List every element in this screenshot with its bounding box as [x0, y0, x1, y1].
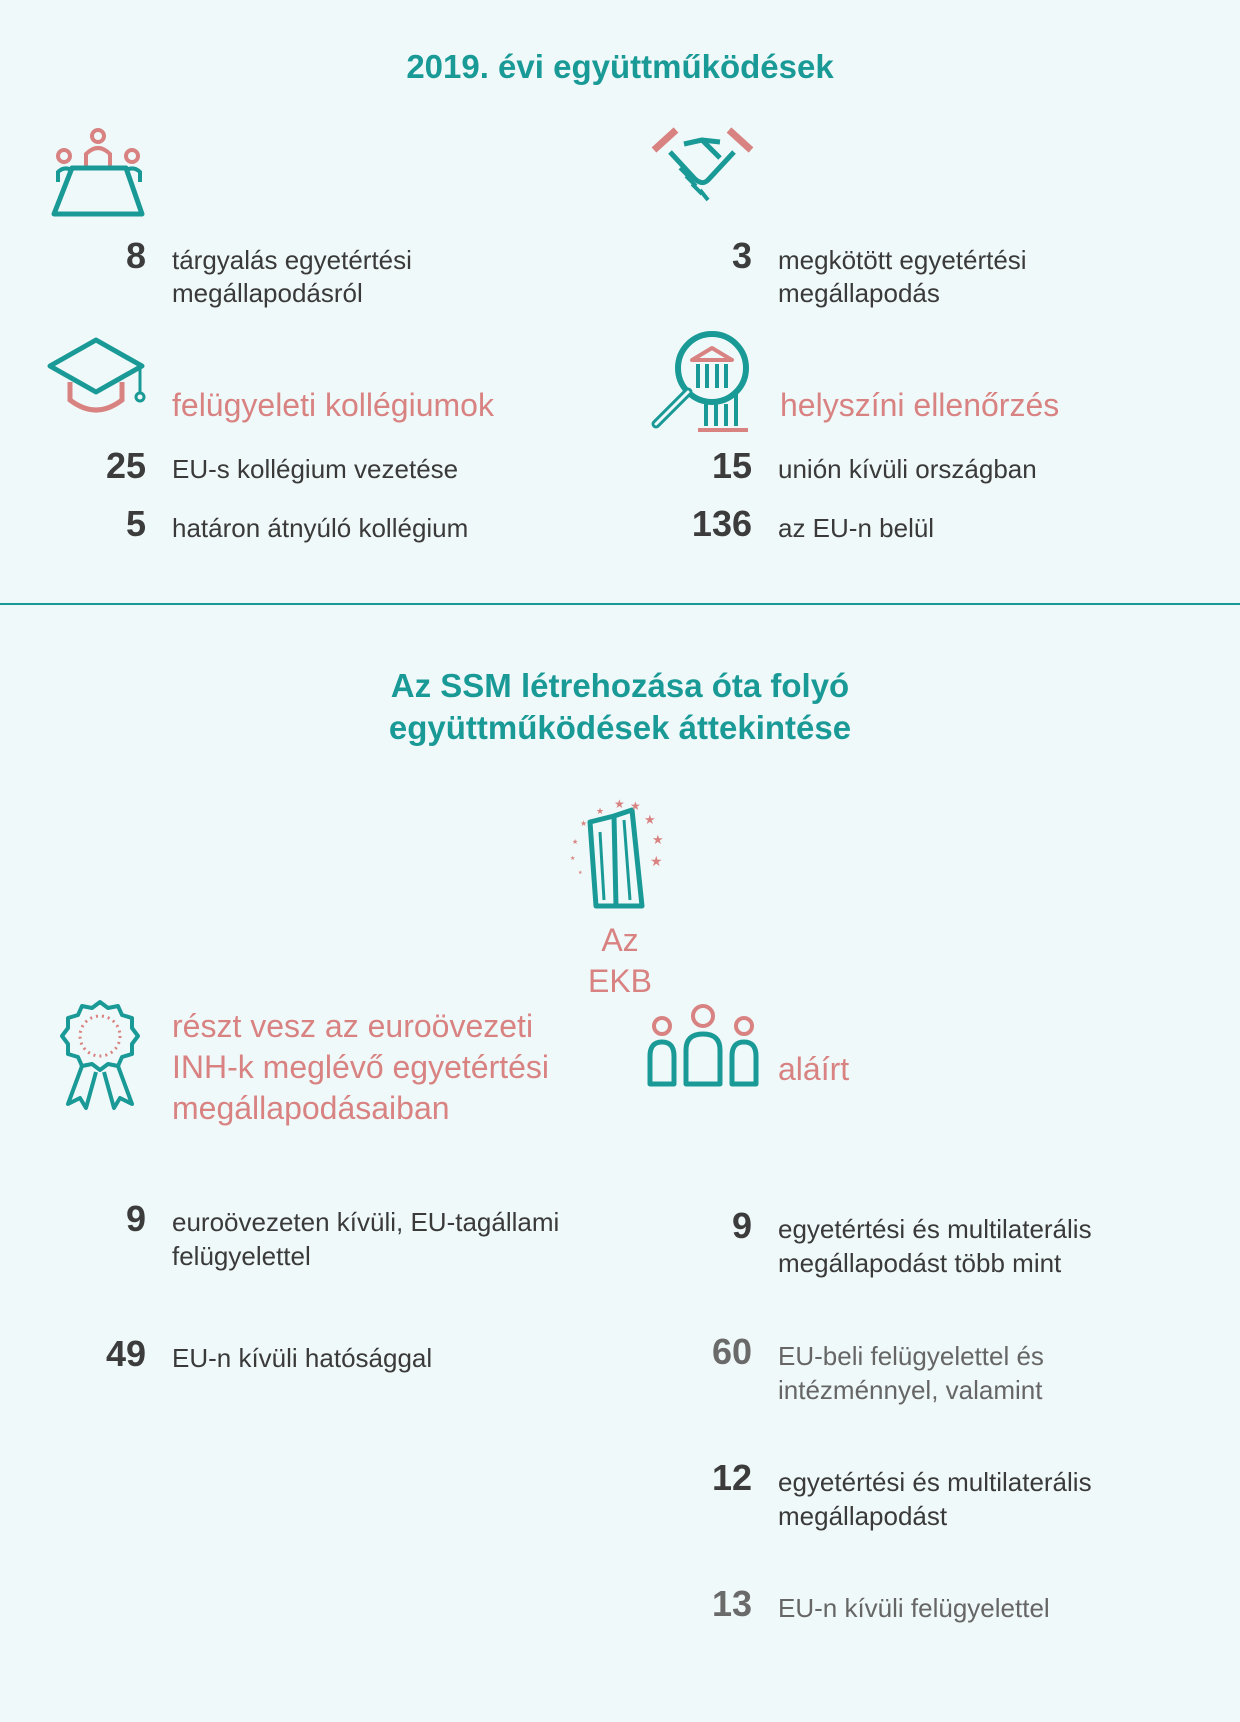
- svg-text:★: ★: [570, 855, 576, 862]
- svg-text:★: ★: [652, 833, 664, 848]
- colleges-item2-text: határon átnyúló kollégium: [172, 513, 469, 543]
- svg-text:★: ★: [614, 797, 625, 811]
- participates-heading-line1: részt vesz az euroövezeti: [172, 1008, 534, 1044]
- signed-item1-text-line2: megállapodást több mint: [778, 1248, 1062, 1278]
- colleges-item1-text: EU-s kollégium vezetése: [172, 454, 459, 484]
- section1-title: 2019. évi együttműködések: [406, 48, 834, 85]
- signed-item2-text-line2: intézménnyel, valamint: [778, 1375, 1043, 1405]
- svg-text:★: ★: [596, 807, 605, 817]
- section2-title-line1: Az SSM létrehozása óta folyó: [390, 667, 850, 704]
- graduation-cap-icon: [48, 336, 148, 426]
- signed-item1-number: 9: [731, 1205, 752, 1246]
- participates-item2-text-line1: EU-n kívüli hatósággal: [172, 1343, 433, 1373]
- svg-text:★: ★: [630, 799, 641, 813]
- handshake-icon: [650, 128, 755, 208]
- ecb-tower-icon: [570, 796, 670, 906]
- inspections-item2-text: az EU-n belül: [778, 513, 935, 543]
- agreements-text-line1: megkötött egyetértési: [778, 245, 1027, 275]
- signed-item4-text-line1: EU-n kívüli felügyelettel: [778, 1593, 1050, 1623]
- agreements-number: 3: [731, 235, 752, 276]
- signed-item4-number: 13: [711, 1583, 752, 1624]
- colleges-item1-number: 25: [105, 445, 146, 486]
- inspections-item1-text: unión kívüli országban: [778, 454, 1037, 484]
- section2-title-line2: együttműködések áttekintése: [388, 709, 852, 746]
- participates-heading-line2: INH-k meglévő egyetértési: [172, 1049, 550, 1085]
- ecb-label-line1: Az: [601, 922, 639, 958]
- meetings-text-line1: tárgyalás egyetértési: [172, 245, 412, 275]
- colleges-heading: felügyeleti kollégiumok: [172, 387, 494, 423]
- signed-item2-number: 60: [711, 1331, 752, 1372]
- svg-text:★: ★: [578, 870, 583, 876]
- colleges-item2-number: 5: [125, 503, 146, 544]
- svg-text:★: ★: [572, 838, 579, 846]
- participates-item1-text-line2: felügyelettel: [172, 1241, 311, 1271]
- meetings-text-line2: megállapodásról: [172, 278, 363, 308]
- svg-text:★: ★: [644, 813, 656, 828]
- section-divider: [0, 603, 1240, 605]
- ecb-label-line2: EKB: [587, 963, 653, 999]
- participates-heading-line3: megállapodásaiban: [172, 1090, 450, 1126]
- participates-item2-number: 49: [105, 1333, 146, 1374]
- svg-text:★: ★: [650, 854, 663, 870]
- participates-item1-text-line1: euroövezeten kívüli, EU-tagállami: [172, 1207, 560, 1237]
- signed-item3-text-line1: egyetértési és multilaterális: [778, 1467, 1092, 1497]
- meetings-number: 8: [125, 235, 146, 276]
- group-people-icon: [646, 1004, 761, 1089]
- magnifier-building-icon: [648, 330, 753, 435]
- inspections-item1-number: 15: [711, 445, 752, 486]
- participates-item1-number: 9: [125, 1198, 146, 1239]
- svg-text:★: ★: [580, 819, 588, 828]
- signed-item3-text-line2: megállapodást: [778, 1501, 948, 1531]
- signed-heading: aláírt: [778, 1051, 850, 1087]
- signed-item2-text-line1: EU-beli felügyelettel és: [778, 1341, 1044, 1371]
- agreements-text-line2: megállapodás: [778, 278, 940, 308]
- inspections-item2-number: 136: [691, 503, 752, 544]
- inspections-heading: helyszíni ellenőrzés: [780, 387, 1060, 423]
- signed-item3-number: 12: [711, 1457, 752, 1498]
- signed-item1-text-line1: egyetértési és multilaterális: [778, 1214, 1092, 1244]
- award-ribbon-icon: [60, 1000, 140, 1110]
- meeting-table-icon: [50, 128, 150, 218]
